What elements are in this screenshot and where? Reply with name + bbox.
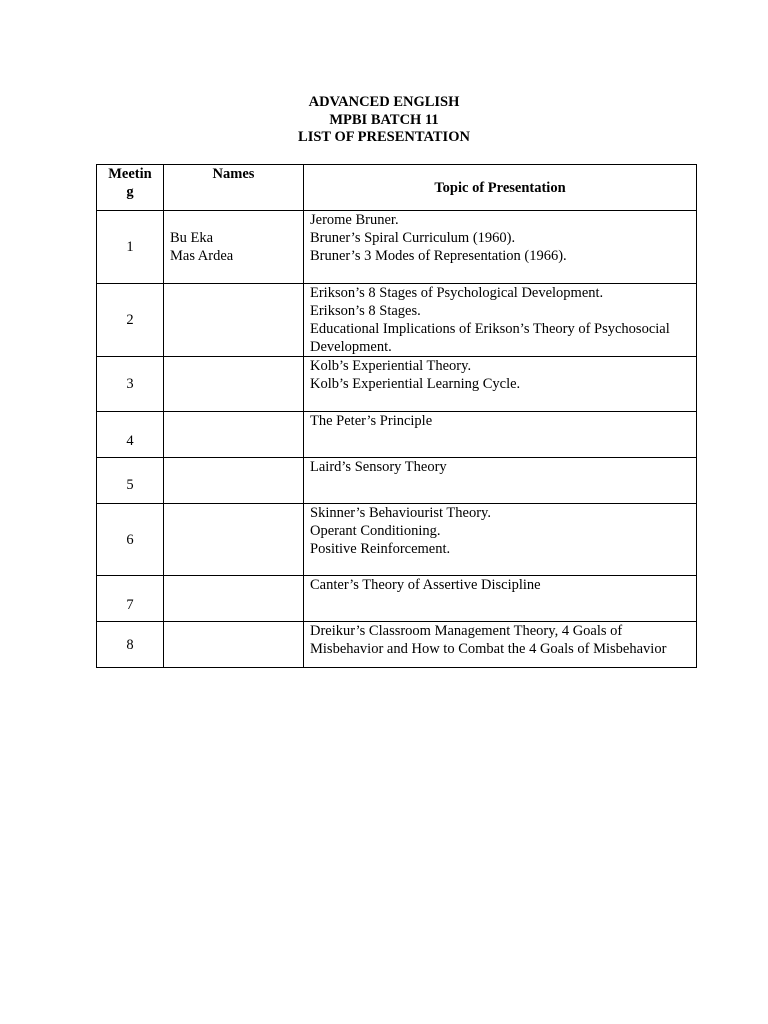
header-meeting-line1: Meetin xyxy=(108,166,152,182)
topic-line: Operant Conditioning. xyxy=(310,523,441,539)
names-cell xyxy=(164,504,304,576)
topic-cell xyxy=(304,211,697,284)
title-batch: MPBI BATCH 11 xyxy=(329,111,439,128)
topic-cell xyxy=(304,357,697,412)
topic-cell xyxy=(304,412,697,458)
topic-line: Educational Implications of Erikson’s Theory of Psychosocial xyxy=(310,321,670,337)
meeting-number: 8 xyxy=(97,622,164,668)
names-cell xyxy=(164,576,304,622)
document-title xyxy=(0,94,768,147)
title-list: LIST OF PRESENTATION xyxy=(298,129,470,145)
meeting-number: 5 xyxy=(97,458,164,504)
header-meeting-line2: g xyxy=(126,184,134,200)
topic-line: Development. xyxy=(310,339,392,355)
meeting-number: 3 xyxy=(97,357,164,412)
presenter-name: Mas Ardea xyxy=(170,248,234,264)
table-header-row xyxy=(97,165,697,211)
table-row xyxy=(97,458,697,504)
table-row xyxy=(97,412,697,458)
topic-line: Dreikur’s Classroom Management Theory, 4 Goals of xyxy=(310,623,623,639)
topic-line: Misbehavior and How to Combat the 4 Goals of Misbehavior xyxy=(310,641,667,657)
topic-line: The Peter’s Principle xyxy=(310,413,433,429)
meeting-number: 7 xyxy=(97,576,164,622)
topic-line: Canter’s Theory of Assertive Discipline xyxy=(310,577,541,593)
table-row xyxy=(97,211,697,284)
meeting-number: 1 xyxy=(97,211,164,284)
header-meeting xyxy=(97,165,164,211)
table-row xyxy=(97,284,697,357)
table-row xyxy=(97,622,697,668)
topic-cell xyxy=(304,458,697,504)
topic-line: Positive Reinforcement. xyxy=(310,541,451,557)
names-cell xyxy=(164,458,304,504)
topic-line: Jerome Bruner. xyxy=(310,212,399,228)
topic-line: Kolb’s Experiential Theory. xyxy=(310,358,472,374)
topic-line: Erikson’s 8 Stages. xyxy=(310,303,421,319)
topic-line: Skinner’s Behaviourist Theory. xyxy=(310,505,491,521)
names-cell xyxy=(164,357,304,412)
names-cell xyxy=(164,622,304,668)
topic-cell xyxy=(304,576,697,622)
names-cell xyxy=(164,284,304,357)
names-cell xyxy=(164,211,304,284)
topic-line: Erikson’s 8 Stages of Psychological Development. xyxy=(310,285,604,301)
topic-cell xyxy=(304,622,697,668)
topic-cell xyxy=(304,504,697,576)
table-row xyxy=(97,576,697,622)
meeting-number: 2 xyxy=(97,284,164,357)
presenter-name: Bu Eka xyxy=(170,230,214,246)
topic-line: Bruner’s 3 Modes of Representation (1966). xyxy=(310,248,567,264)
meeting-number: 4 xyxy=(97,412,164,458)
names-cell xyxy=(164,412,304,458)
presentation-table xyxy=(96,164,697,668)
header-topic: Topic of Presentation xyxy=(304,165,697,211)
topic-line: Laird’s Sensory Theory xyxy=(310,459,447,475)
header-names: Names xyxy=(164,165,304,211)
title-course: ADVANCED ENGLISH xyxy=(308,94,460,110)
topic-cell xyxy=(304,284,697,357)
meeting-number: 6 xyxy=(97,504,164,576)
table-row xyxy=(97,504,697,576)
table-row xyxy=(97,357,697,412)
topic-line: Bruner’s Spiral Curriculum (1960). xyxy=(310,230,516,246)
topic-line: Kolb’s Experiential Learning Cycle. xyxy=(310,376,521,392)
